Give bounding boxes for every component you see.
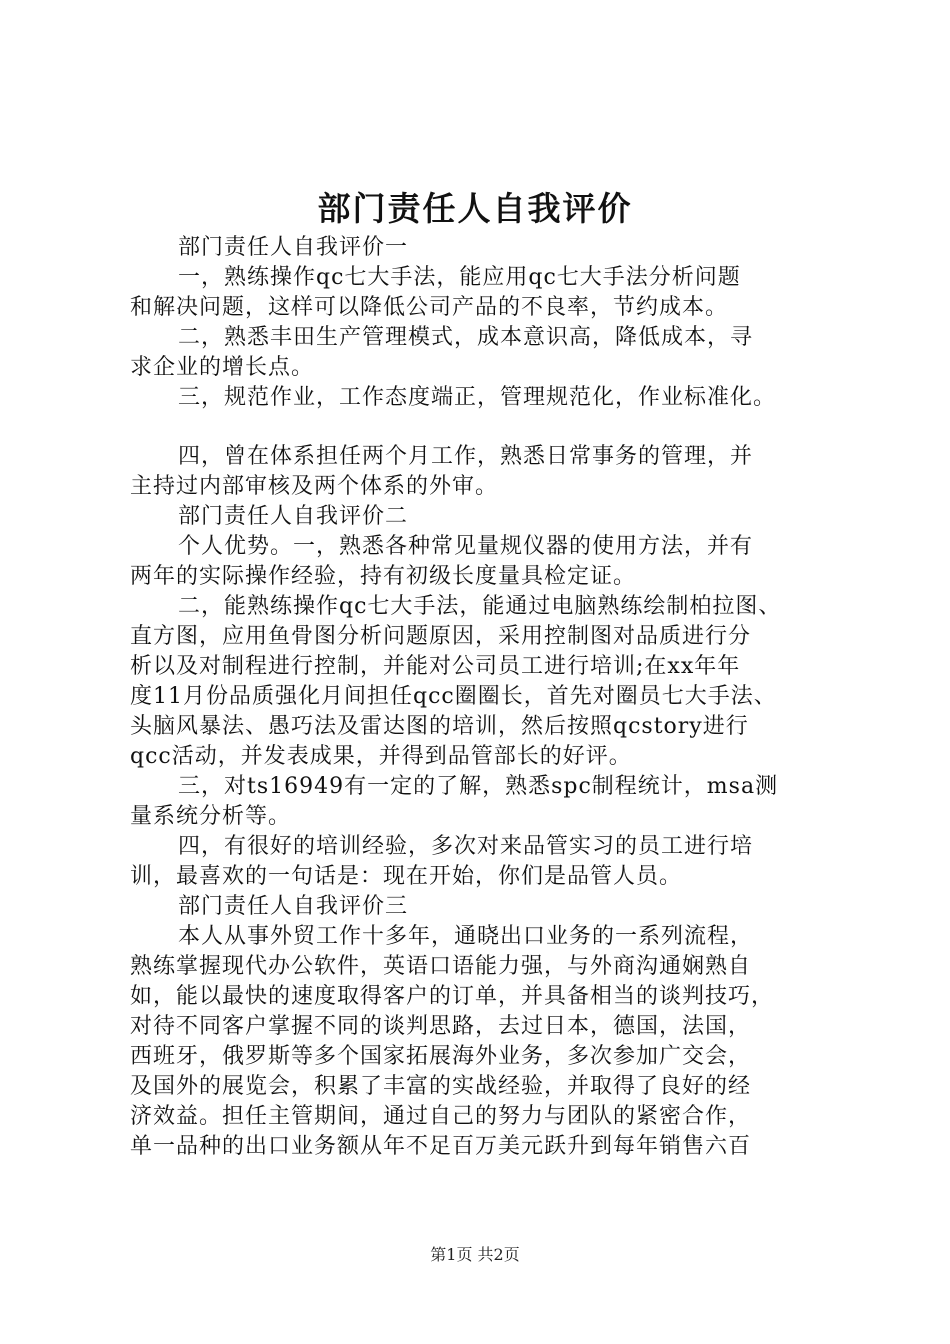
paragraph-line: 和解决问题，这样可以降低公司产品的不良率，节约成本。 [130, 295, 729, 320]
blank-line [130, 413, 850, 442]
paragraph-line: 度11月份品质强化月间担任qcc圈圈长，首先对圈员七大手法、 [130, 684, 777, 709]
paragraph-line: 一，熟练操作qc七大手法，能应用qc七大手法分析问题 [178, 265, 741, 290]
page-number-footer: 第1页 共2页 [430, 1245, 520, 1264]
paragraph-line: 对待不同客户掌握不同的谈判思路，去过日本，德国，法国， [130, 1014, 752, 1039]
section-heading-2: 部门责任人自我评价二 [178, 504, 409, 529]
document-title: 部门责任人自我评价 [317, 189, 633, 228]
paragraph-line: 个人优势。一，熟悉各种常见量规仪器的使用方法，并有 [178, 534, 754, 559]
paragraph-line: 三，对ts16949有一定的了解，熟悉spc制程统计，msa测 [178, 774, 779, 799]
paragraph-line: 头脑风暴法、愚巧法及雷达图的培训，然后按照qcstory进行 [130, 714, 749, 739]
document-body [130, 233, 850, 1162]
paragraph-line: 熟练掌握现代办公软件，英语口语能力强，与外商沟通娴熟自 [130, 954, 752, 979]
paragraph-line: 量系统分析等。 [130, 804, 292, 829]
paragraph-line: 训，最喜欢的一句话是：现在开始，你们是品管人员。 [130, 864, 683, 889]
paragraph-line: 如，能以最快的速度取得客户的订单，并具备相当的谈判技巧， [130, 984, 775, 1009]
paragraph-line: 析以及对制程进行控制，并能对公司员工进行培训;在xx年年 [130, 654, 741, 679]
paragraph-line: 直方图，应用鱼骨图分析问题原因，采用控制图对品质进行分 [130, 624, 752, 649]
paragraph-line: 主持过内部审核及两个体系的外审。 [130, 474, 499, 499]
paragraph-line: 四，有很好的培训经验，多次对来品管实习的员工进行培 [178, 834, 754, 859]
paragraph-line: 本人从事外贸工作十多年，通晓出口业务的一系列流程， [178, 924, 754, 949]
paragraph-line: 济效益。担任主管期间，通过自己的努力与团队的紧密合作， [130, 1104, 752, 1129]
section-heading-3: 部门责任人自我评价三 [178, 894, 409, 919]
paragraph-line: 二，熟悉丰田生产管理模式，成本意识高，降低成本，寻 [178, 325, 754, 350]
paragraph-line: 求企业的增长点。 [130, 355, 315, 380]
paragraph-line: qcc活动，并发表成果，并得到品管部长的好评。 [130, 744, 632, 769]
paragraph-line: 四，曾在体系担任两个月工作，熟悉日常事务的管理，并 [178, 444, 754, 469]
paragraph-line: 两年的实际操作经验，持有初级长度量具检定证。 [130, 564, 637, 589]
section-heading-1: 部门责任人自我评价一 [178, 235, 409, 260]
paragraph-line: 二，能熟练操作qc七大手法，能通过电脑熟练绘制柏拉图、 [178, 594, 782, 619]
paragraph-line: 西班牙，俄罗斯等多个国家拓展海外业务，多次参加广交会， [130, 1044, 752, 1069]
paragraph-line: 及国外的展览会，积累了丰富的实战经验，并取得了良好的经 [130, 1074, 752, 1099]
paragraph-line: 单一品种的出口业务额从年不足百万美元跃升到每年销售六百 [130, 1134, 752, 1159]
paragraph-line: 三，规范作业，工作态度端正，管理规范化，作业标准化。 [178, 385, 777, 410]
